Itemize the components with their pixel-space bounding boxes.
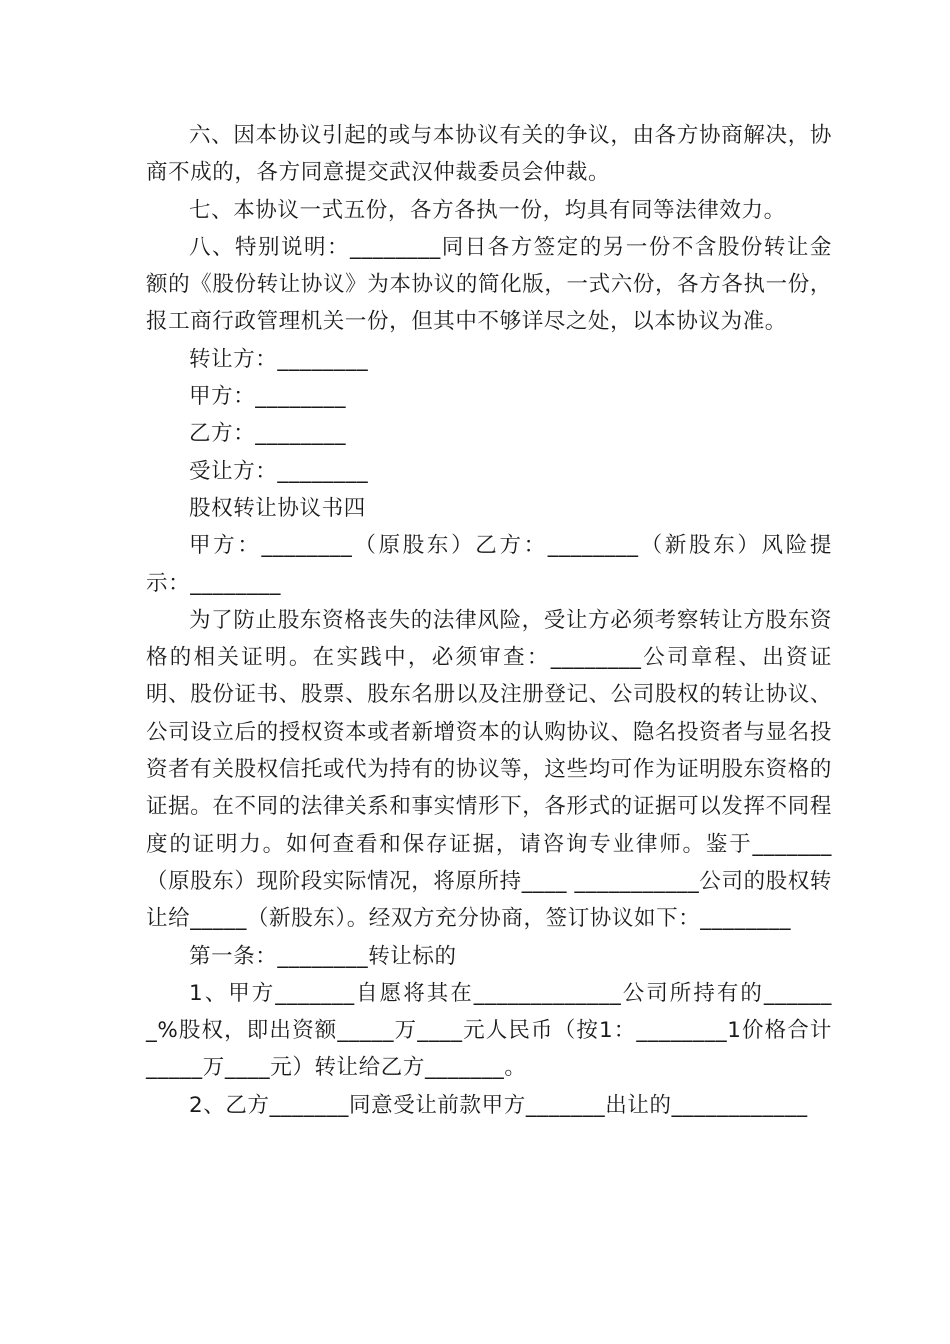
risk-notice-paragraph: 为了防止股东资格丧失的法律风险，受让方必须考察转让方股东资格的相关证明。在实践中，必须审查：________公司章程、出资证明、股份证书、股票、股东名册以及注册登记、公司股权的转让协议、公司设立后的授权资本或者新增资本的认购协议、隐名投资者与显名投资者有关股权信托或代为持有的协议等，这些均可作为证明股东资格的证据。在不同的法律关系和事实情形下，各形式的证据可以发挥不同程度的证明力。如何查看和保存证据，请咨询专业律师。鉴于_______（原股东）现阶段实际情况，将原所持____ ___________公司的股权转让给_____（新股东）。经双方充分协商，签订协议如下：________	[146, 607, 832, 932]
section-heading: 股权转让协议书四	[189, 495, 366, 521]
article-1-item-2: 2、乙方_______同意受让前款甲方_______出让的____________	[189, 1092, 808, 1118]
signature-party-a: 甲方：________	[189, 384, 347, 410]
clause-8-paragraph: 八、特别说明：________同日各方签定的另一份不含股份转让金额的《股份转让协议》为本协议的简化版，一式六份，各方各执一份，报工商行政管理机关一份，但其中不够详尽之处，以本协议为准。	[146, 234, 832, 335]
signature-party-b: 乙方：________	[189, 421, 347, 447]
document-body	[146, 117, 840, 1124]
signature-transferee: 受让方：________	[189, 458, 369, 484]
parties-line: 甲方：________（原股东）乙方：________（新股东）风险提示：________	[146, 533, 832, 596]
clause-7-paragraph: 七、本协议一式五份，各方各执一份，均具有同等法律效力。	[189, 197, 786, 223]
clause-6-paragraph: 六、因本协议引起的或与本协议有关的争议，由各方协商解决，协商不成的，各方同意提交武汉仲裁委员会仲裁。	[146, 123, 832, 186]
article-1-item-1: 1、甲方_______自愿将其在_____________公司所持有的______ _%股权，即出资额_____万____元人民币（按1：________1价格合计_____万____元）转让给乙方_______。	[146, 980, 840, 1081]
article-1-heading: 第一条：________转让标的	[189, 943, 457, 969]
signature-transferor: 转让方：________	[189, 346, 369, 372]
